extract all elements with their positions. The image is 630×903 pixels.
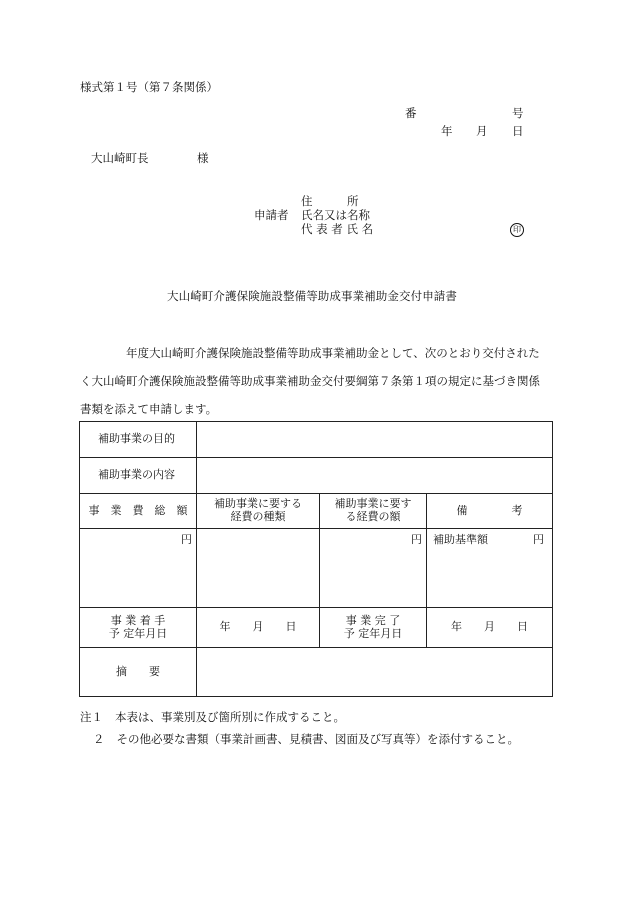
note-2 [93,731,519,747]
addressee-sama: 様 [197,151,209,165]
number-ban: 番 [405,106,417,120]
summary-label: 摘 要 [80,648,197,697]
end-date-label-line1: 事 業 完 了 [345,613,401,627]
table-row [80,529,553,608]
body-text [80,339,550,423]
table-row [80,648,553,697]
col-expense-amount [320,494,427,529]
yen-unit: 円 [181,533,192,546]
application-table [79,421,553,697]
document-title: 大山崎町介護保険施設整備等助成事業補助金交付申請書 [167,289,457,303]
body-line: 書類を添えて申請します。 [80,402,218,416]
body-line: く大山崎町介護保険施設整備等助成事業補助金交付要綱第７条第１項の規定に基づき関係 [80,374,540,388]
col-expense-type [197,494,320,529]
purpose-label: 補助事業の目的 [80,422,197,458]
date-year: 年 [441,124,453,138]
start-date-label [80,608,197,648]
end-date-label-line2: 予 定年月日 [343,626,403,640]
note-text: 本表は、事業別及び箇所別に作成すること。 [115,710,345,724]
col-total-cost: 事 業 費 総 額 [80,494,197,529]
body-line: 年度大山崎町介護保険施設整備等助成事業補助金として、次のとおり交付された [80,346,540,360]
start-date-label-line2: 予 定年月日 [108,626,168,640]
col-expense-type-line2: 経費の種類 [230,510,286,523]
end-date-value[interactable]: 年 月 日 [427,608,553,648]
col-remarks: 備 考 [427,494,553,529]
summary-value[interactable] [197,648,553,697]
seal-mark: 印 [510,223,524,237]
col-expense-amount-line2: る経費の額 [345,510,401,523]
remarks-cell[interactable] [427,529,553,608]
note-number: 注１ [80,710,103,724]
table-row [80,458,553,494]
content-label: 補助事業の内容 [80,458,197,494]
end-date-label [320,608,427,648]
note-1 [80,709,345,725]
expense-amount-cell[interactable] [320,529,427,608]
number-go: 号 [512,106,524,120]
form-number: 様式第１号（第７条関係） [80,80,218,94]
date-month: 月 [476,124,488,138]
kijun-label: 補助基準額 [433,533,488,546]
applicant-label: 申請者 [254,208,289,222]
col-expense-type-line1: 補助事業に要する [214,497,302,511]
yen-unit: 円 [533,533,545,546]
addressee-name: 大山崎町長 [91,151,149,165]
expense-type-cell[interactable] [197,529,320,608]
applicant-name-label: 氏名又は名称 [301,208,370,222]
applicant-rep-label: 代 表 者 氏 名 [301,222,374,236]
table-row [80,422,553,458]
start-date-label-line1: 事 業 着 手 [110,613,166,627]
date-day: 日 [512,124,524,138]
note-text: その他必要な書類（事業計画書、見積書、図面及び写真等）を添付すること。 [116,732,519,746]
yen-unit: 円 [411,533,422,546]
table-row [80,494,553,529]
note-number: ２ [93,732,105,746]
table-row [80,608,553,648]
col-expense-amount-line1: 補助事業に要す [334,497,412,511]
content-value[interactable] [197,458,553,494]
purpose-value[interactable] [197,422,553,458]
total-cost-cell[interactable] [80,529,197,608]
applicant-address-label: 住 所 [301,194,359,208]
start-date-value[interactable]: 年 月 日 [197,608,320,648]
